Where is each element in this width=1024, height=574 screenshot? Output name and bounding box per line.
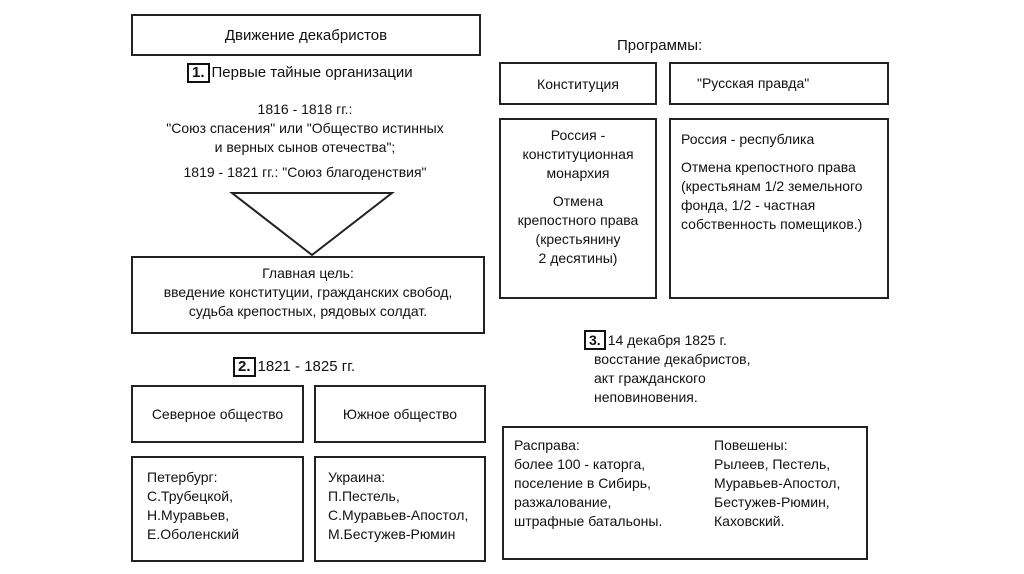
hanged-line: Повешены: (714, 437, 788, 453)
reprisal-list (514, 436, 662, 531)
section3-text (584, 330, 751, 407)
north-member-line: С.Трубецкой, (147, 488, 233, 504)
section2-heading (233, 357, 355, 377)
section3-number: 3. (584, 330, 606, 350)
constitution-body-box (499, 118, 657, 299)
north-member-line: Н.Муравьев, (147, 507, 230, 523)
north-member-line: Е.Оболенский (147, 526, 240, 542)
constitution-line: 2 десятины) (538, 250, 618, 266)
goal-box (131, 256, 485, 334)
south-member-line: Украина: (328, 469, 386, 485)
diagram-title: Движение декабристов (224, 26, 388, 44)
constitution-title: Конституция (537, 75, 619, 92)
section3-line: акт гражданского (594, 370, 706, 386)
north-society-members-box (131, 456, 304, 562)
pravda-line: собственность помещиков.) (681, 216, 863, 232)
section2-number: 2. (233, 357, 256, 377)
hanged-line: Бестужев-Рюмин, (714, 494, 830, 510)
hanged-list (714, 436, 840, 531)
constitution-line: монархия (546, 165, 610, 181)
reprisal-line: разжалование, (514, 494, 612, 510)
south-member-line: М.Бестужев-Рюмин (328, 526, 456, 542)
reprisal-box (502, 426, 868, 560)
constitution-line: конституционная (522, 146, 634, 162)
section1-lines (130, 100, 480, 182)
pravda-line: Россия - республика (681, 131, 815, 147)
reprisal-line: Расправа: (514, 437, 580, 453)
hanged-line: Каховский. (714, 513, 785, 529)
constitution-line: крепостного права (517, 212, 639, 228)
pravda-line: (крестьянам 1/2 земельного (681, 178, 863, 194)
hanged-line: Муравьев-Апостол, (714, 475, 841, 491)
section1-line: и верных сынов отечества"; (214, 139, 396, 155)
north-member-line: Петербург: (147, 469, 218, 485)
pravda-line (681, 149, 887, 158)
south-society-title: Южное общество (342, 406, 458, 422)
section1-line: 1819 - 1821 гг.: "Союз благоденствия" (183, 164, 427, 180)
constitution-title-box (499, 62, 657, 105)
section1-number: 1. (187, 63, 210, 83)
section3-line (584, 330, 751, 350)
title-box (131, 14, 481, 56)
section1-heading-text: Первые тайные организации (211, 64, 413, 81)
programs-heading: Программы: (617, 37, 703, 54)
section3-date: 14 декабря 1825 г. (607, 332, 727, 348)
pravda-body-box (669, 118, 889, 299)
reprisal-line: поселение в Сибирь, (514, 475, 651, 491)
constitution-line (501, 183, 655, 192)
north-society-title-box (131, 385, 304, 443)
pravda-title-box (669, 62, 889, 105)
section2-heading-text: 1821 - 1825 гг. (257, 358, 356, 375)
pravda-title: "Русская правда" (697, 75, 810, 91)
north-society-title: Северное общество (151, 406, 284, 422)
constitution-line: Отмена (552, 193, 604, 209)
reprisal-line: штрафные батальоны. (514, 513, 663, 529)
hanged-line: Рылеев, Пестель, (714, 456, 831, 472)
section3-line: восстание декабристов, (594, 351, 751, 367)
goal-line: введение конституции, гражданских свобод, (163, 284, 453, 300)
section1-line: "Союз спасения" или "Общество истинных (166, 120, 444, 136)
reprisal-line: более 100 - каторга, (514, 456, 646, 472)
south-society-members-box (314, 456, 486, 562)
goal-line: Главная цель: (262, 265, 354, 281)
constitution-line: (крестьянину (535, 231, 621, 247)
south-society-title-box (314, 385, 486, 443)
pravda-line: фонда, 1/2 - частная (681, 197, 816, 213)
goal-line: судьба крепостных, рядовых солдат. (188, 303, 428, 319)
constitution-line: Россия - (550, 127, 606, 143)
section1-line: 1816 - 1818 гг.: (257, 101, 353, 117)
pravda-line: Отмена крепостного права (681, 159, 856, 175)
section1-heading (187, 63, 413, 83)
south-member-line: С.Муравьев-Апостол, (328, 507, 469, 523)
section3-line: неповиновения. (594, 389, 698, 405)
funnel-triangle-shape (232, 193, 392, 255)
south-member-line: П.Пестель, (328, 488, 400, 504)
